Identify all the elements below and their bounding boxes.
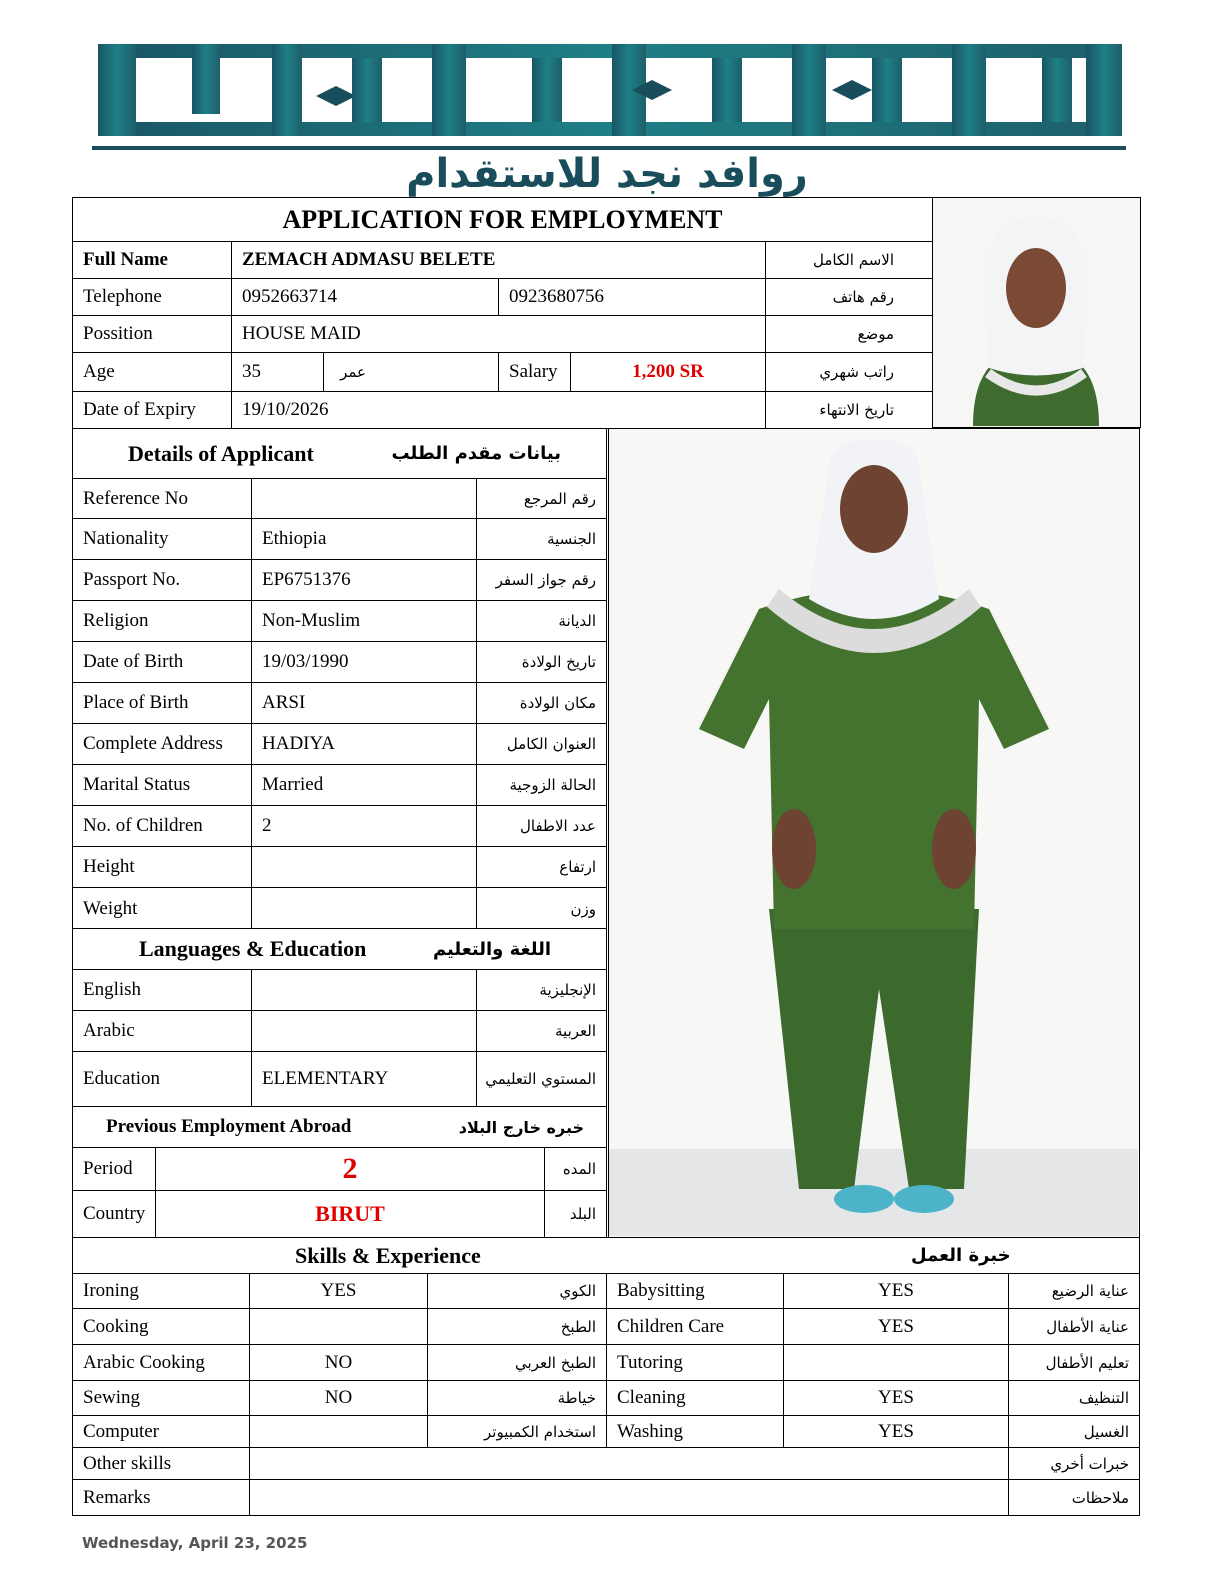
skill-ar: استخدام الكمبيوتر — [427, 1415, 607, 1449]
skill-value: YES — [783, 1380, 1009, 1416]
details-header — [72, 428, 607, 479]
previous-header — [72, 1106, 607, 1148]
period-ar: المده — [544, 1147, 607, 1191]
skill-label: Cleaning — [606, 1380, 784, 1416]
period-label: Period — [72, 1147, 156, 1191]
skill-ar: الكوي — [427, 1273, 607, 1309]
language-label: Arabic — [72, 1010, 252, 1052]
skill-ar: الغسيل — [1008, 1415, 1140, 1449]
age-ar: عمر — [323, 352, 499, 392]
previous-title-ar: خبره خارج البلاد — [458, 1117, 584, 1137]
skill-value: YES — [783, 1415, 1009, 1449]
detail-value: Non-Muslim — [251, 600, 477, 642]
skill-value: NO — [249, 1344, 428, 1381]
detail-label: Complete Address — [72, 723, 252, 765]
footer-date: Wednesday, April 23, 2025 — [82, 1534, 308, 1552]
detail-label: Nationality — [72, 518, 252, 560]
detail-ar: رقم جواز السفر — [476, 559, 607, 601]
other-skills-label: Other skills — [72, 1447, 250, 1480]
detail-ar: مكان الولادة — [476, 682, 607, 724]
detail-ar: رقم المرجع — [476, 478, 607, 519]
detail-label: Place of Birth — [72, 682, 252, 724]
detail-label: Height — [72, 846, 252, 888]
skill-ar: عناية الرضيع — [1008, 1273, 1140, 1309]
applicant-photo-full — [608, 428, 1140, 1238]
detail-ar: عدد الاطفال — [476, 805, 607, 847]
full-name-value: ZEMACH ADMASU BELETE — [231, 241, 766, 279]
detail-value: ARSI — [251, 682, 477, 724]
skill-ar: الطبخ — [427, 1308, 607, 1345]
position-value: HOUSE MAID — [231, 315, 766, 353]
country-value: BIRUT — [155, 1190, 545, 1238]
detail-value — [251, 478, 477, 519]
detail-value: HADIYA — [251, 723, 477, 765]
form-title: APPLICATION FOR EMPLOYMENT — [72, 197, 933, 242]
language-ar: الإنجليزية — [476, 969, 607, 1011]
position-ar: موضع — [765, 315, 933, 353]
detail-ar: وزن — [476, 887, 607, 930]
skill-label: Arabic Cooking — [72, 1344, 250, 1381]
skill-value: YES — [783, 1308, 1009, 1345]
skill-label: Tutoring — [606, 1344, 784, 1381]
full-name-label: Full Name — [72, 241, 232, 279]
skills-title: Skills & Experience — [295, 1242, 481, 1268]
detail-ar: الحالة الزوجية — [476, 764, 607, 806]
expiry-ar: تاريخ الانتهاء — [765, 391, 933, 429]
age-label: Age — [72, 352, 232, 392]
skill-label: Washing — [606, 1415, 784, 1449]
details-title: Details of Applicant — [128, 440, 314, 466]
skill-ar: تعليم الأطفال — [1008, 1344, 1140, 1381]
skill-label: Babysitting — [606, 1273, 784, 1309]
full-name-ar: الاسم الكامل — [765, 241, 933, 279]
expiry-label: Date of Expiry — [72, 391, 232, 429]
other-skills-ar: خبرات أخري — [1008, 1447, 1140, 1480]
salary-ar: راتب شهري — [765, 352, 933, 392]
detail-value: Ethiopia — [251, 518, 477, 560]
language-value: ELEMENTARY — [251, 1051, 477, 1107]
skills-header — [72, 1237, 1140, 1274]
skill-ar: خياطة — [427, 1380, 607, 1416]
detail-label: Weight — [72, 887, 252, 930]
skill-label: Children Care — [606, 1308, 784, 1345]
skill-label: Cooking — [72, 1308, 250, 1345]
logo-arabic-name: روافد نجد للاستقدام — [406, 151, 808, 197]
languages-header — [72, 928, 607, 970]
detail-label: No. of Children — [72, 805, 252, 847]
skill-label: Computer — [72, 1415, 250, 1449]
skill-ar: التنظيف — [1008, 1380, 1140, 1416]
skill-value: NO — [249, 1380, 428, 1416]
remarks-ar: ملاحظات — [1008, 1479, 1140, 1516]
detail-value — [251, 846, 477, 888]
language-ar: العربية — [476, 1010, 607, 1052]
skill-label: Ironing — [72, 1273, 250, 1309]
previous-title: Previous Employment Abroad — [106, 1116, 352, 1137]
telephone-value-2: 0923680756 — [498, 278, 766, 316]
detail-value: EP6751376 — [251, 559, 477, 601]
telephone-value-1: 0952663714 — [231, 278, 499, 316]
skills-title-ar: خبرة العمل — [911, 1245, 1011, 1266]
detail-value — [251, 887, 477, 930]
detail-ar: ارتفاع — [476, 846, 607, 888]
salary-label: Salary — [498, 352, 571, 392]
detail-ar: العنوان الكامل — [476, 723, 607, 765]
skill-value — [249, 1308, 428, 1345]
skill-label: Sewing — [72, 1380, 250, 1416]
detail-ar: الجنسية — [476, 518, 607, 560]
skill-ar: عناية الأطفال — [1008, 1308, 1140, 1345]
detail-label: Religion — [72, 600, 252, 642]
detail-label: Marital Status — [72, 764, 252, 806]
language-value — [251, 1010, 477, 1052]
detail-label: Reference No — [72, 478, 252, 519]
applicant-photo-small — [932, 197, 1141, 428]
age-value: 35 — [231, 352, 324, 392]
telephone-label: Telephone — [72, 278, 232, 316]
detail-ar: الديانة — [476, 600, 607, 642]
telephone-ar: رقم هاتف — [765, 278, 933, 316]
detail-ar: تاريخ الولادة — [476, 641, 607, 683]
skill-value — [783, 1344, 1009, 1381]
other-skills-value — [249, 1447, 1009, 1480]
skill-value: YES — [783, 1273, 1009, 1309]
country-label: Country — [72, 1190, 156, 1238]
languages-title-ar: اللغة والتعليم — [432, 938, 551, 960]
detail-value: 19/03/1990 — [251, 641, 477, 683]
languages-title: Languages & Education — [139, 936, 367, 961]
expiry-value: 19/10/2026 — [231, 391, 766, 429]
position-label: Possition — [72, 315, 232, 353]
language-ar: المستوي التعليمي — [476, 1051, 607, 1107]
skill-value: YES — [249, 1273, 428, 1309]
detail-value: 2 — [251, 805, 477, 847]
salary-value: 1,200 SR — [570, 352, 766, 392]
period-value: 2 — [155, 1147, 545, 1191]
detail-label: Date of Birth — [72, 641, 252, 683]
language-value — [251, 969, 477, 1011]
remarks-label: Remarks — [72, 1479, 250, 1516]
skill-value — [249, 1415, 428, 1449]
details-title-ar: بيانات مقدم الطلب — [391, 443, 561, 464]
detail-value: Married — [251, 764, 477, 806]
language-label: Education — [72, 1051, 252, 1107]
remarks-value — [249, 1479, 1009, 1516]
skill-ar: الطبخ العربي — [427, 1344, 607, 1381]
detail-label: Passport No. — [72, 559, 252, 601]
language-label: English — [72, 969, 252, 1011]
country-ar: البلد — [544, 1190, 607, 1238]
